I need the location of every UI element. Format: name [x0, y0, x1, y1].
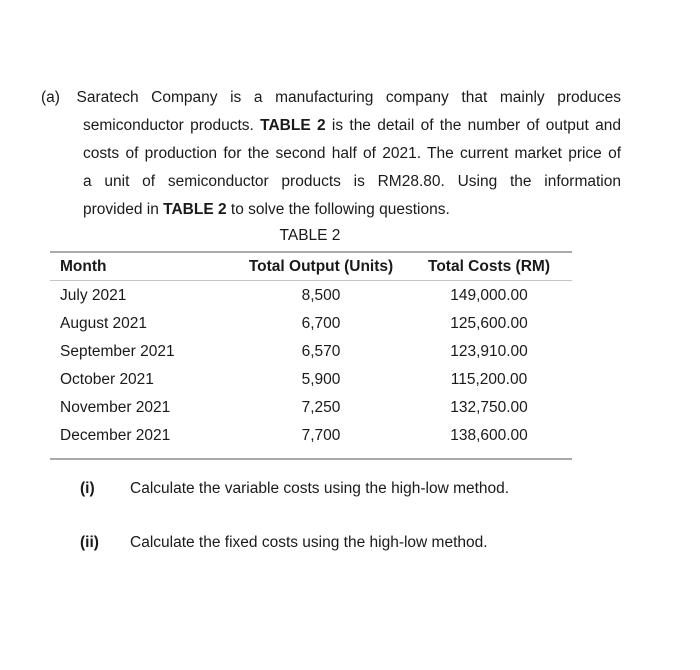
cell-output: 6,700 [301, 315, 341, 332]
question-text-2a: semiconductor products. [83, 117, 261, 134]
subquestion-i [80, 476, 509, 502]
table-header-row [50, 253, 572, 280]
table-row [50, 282, 572, 310]
cell-output: 7,250 [301, 399, 341, 416]
cell-output: 5,900 [301, 371, 341, 388]
question-text-5c: to solve the following questions. [226, 201, 450, 218]
cell-month: August 2021 [60, 315, 148, 332]
cell-costs: 138,600.00 [450, 427, 528, 444]
cell-costs: 149,000.00 [450, 287, 528, 304]
cell-month: July 2021 [60, 287, 127, 304]
data-table [50, 251, 572, 460]
question-line-2 [41, 112, 621, 140]
cell-month: October 2021 [60, 371, 154, 388]
table-title: TABLE 2 [279, 227, 341, 244]
table-reference: TABLE 2 [163, 201, 227, 218]
question-line-4 [41, 168, 621, 196]
table-row [50, 394, 572, 422]
table-bottom-rule [50, 458, 572, 460]
cell-month: December 2021 [60, 427, 171, 444]
table-row [50, 338, 572, 366]
question-text-1: Saratech Company is a manufacturing company that mainly produces [76, 89, 621, 106]
question-a [41, 84, 621, 224]
header-costs: Total Costs (RM) [428, 258, 550, 275]
question-line-5 [41, 196, 621, 224]
question-text-4: a unit of semiconductor products is RM28.80. Using the information [83, 173, 621, 190]
cell-output: 6,570 [301, 343, 341, 360]
cell-costs: 115,200.00 [450, 371, 528, 388]
cell-costs: 123,910.00 [450, 343, 528, 360]
question-label: (a) [41, 89, 60, 106]
cell-costs: 132,750.00 [450, 399, 528, 416]
subquestion-label: (i) [80, 480, 95, 497]
subquestion-text: Calculate the variable costs using the high-low method. [130, 480, 510, 497]
cell-costs: 125,600.00 [450, 315, 528, 332]
subquestion-text: Calculate the fixed costs using the high-low method. [130, 534, 488, 551]
subquestion-label: (ii) [80, 534, 99, 551]
cell-output: 8,500 [301, 287, 341, 304]
question-text-2c: is the detail of the number of output and [325, 117, 621, 134]
question-text-3: costs of production for the second half of 2021. The current market price of [83, 145, 621, 162]
table-row [50, 366, 572, 394]
question-line-1 [41, 84, 621, 112]
cell-month: November 2021 [60, 399, 171, 416]
question-line-3 [41, 140, 621, 168]
table-row [50, 422, 572, 450]
cell-output: 7,700 [301, 427, 341, 444]
header-output: Total Output (Units) [248, 258, 394, 275]
header-month: Month [60, 258, 107, 275]
question-text-5a: provided in [83, 201, 164, 218]
cell-month: September 2021 [60, 343, 175, 360]
table-body [50, 281, 572, 458]
table-reference: TABLE 2 [260, 117, 326, 134]
subquestion-ii [80, 530, 488, 556]
table-row [50, 310, 572, 338]
